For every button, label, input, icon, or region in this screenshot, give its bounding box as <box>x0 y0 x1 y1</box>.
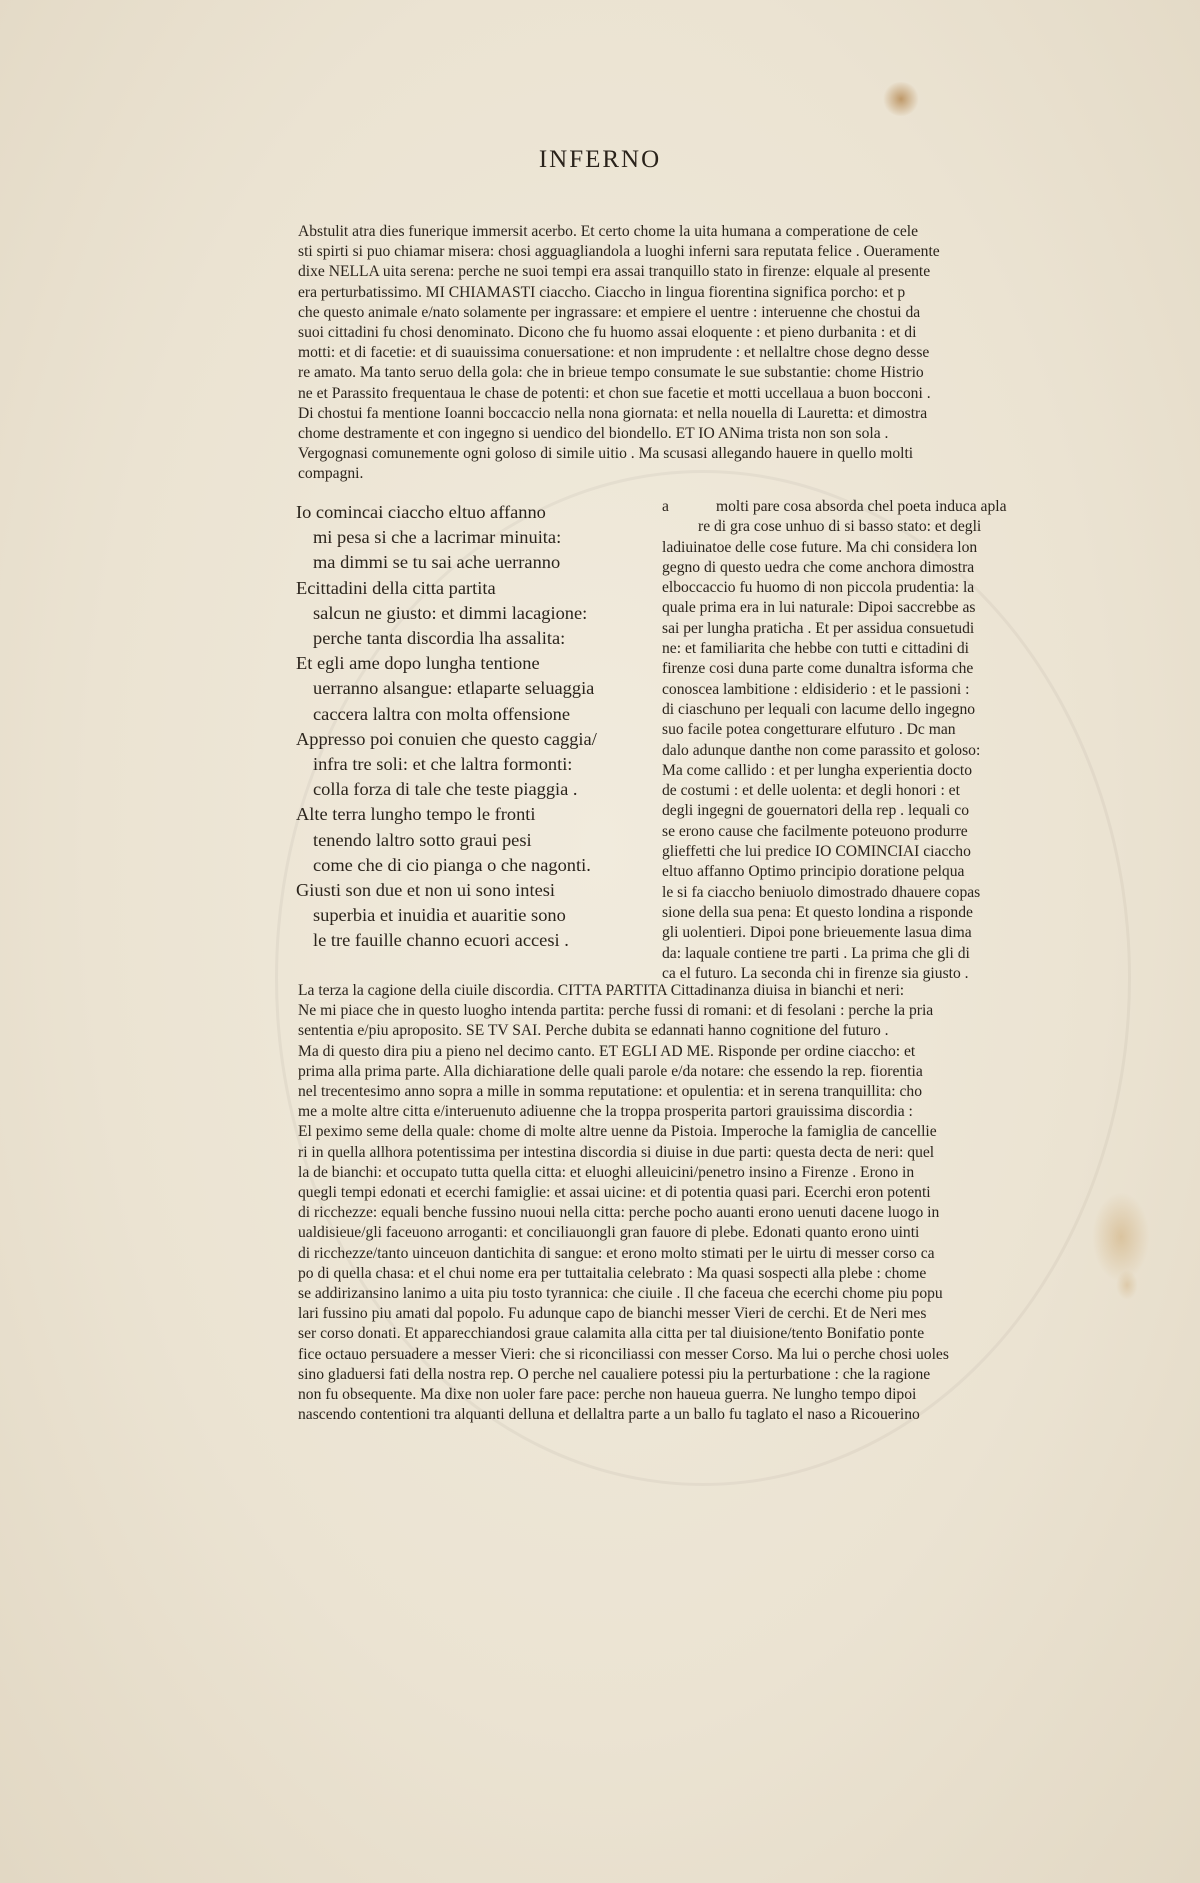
verse-line: mi pesa si che a lacrimar minuita: <box>313 527 562 548</box>
verse-line: Et egli ame dopo lungha tentione <box>296 653 540 674</box>
commentary-line: di ricchezze/tanto uinceuon dantichita di sangue: et erono molto stimati per le uirtu di messer corso ca <box>298 1244 935 1262</box>
commentary-line: po di quella chasa: et el chui nome era per tuttaitalia celebrato : Ma quasi sospecti alla plebe : chome <box>298 1264 927 1282</box>
commentary-line: se addirizansino lanimo a uita piu tosto tyrannica: che ciuile . Il che faceua che ecerchi chome piu popu <box>298 1285 943 1303</box>
commentary-line: chome destramente et con ingegno si uendico del biondello. ET IO ANima trista non son sola . <box>298 425 889 443</box>
ink-stain <box>882 82 920 116</box>
commentary-line: dixe NELLA uita serena: perche ne suoi tempi era assai tranquillo stato in firenze: elquale al presente <box>298 263 931 281</box>
verse-line: Io comincai ciaccho eltuo affanno <box>296 502 546 522</box>
commentary-line: ualdisieue/gli faceuono arroganti: et conciliauongli gran fauore di plebe. Edonati quanto erono uinti <box>298 1224 920 1242</box>
commentary-line: sententia e/piu aproposito. SE TV SAI. Perche dubita se edannati hanno cognitione del futuro . <box>298 1022 889 1040</box>
running-head: INFERNO <box>538 146 662 173</box>
gloss-line: gegno di questo uedra che come anchora dimostra <box>662 558 975 576</box>
verse-line: Ecittadini della citta partita <box>296 577 496 598</box>
commentary-line: fice octauo persuadere a messer Vieri: che si riconciliassi con messer Corso. Ma lui o perche chosi uoles <box>298 1345 949 1363</box>
gloss-line: dalo adunque danthe non come parassito et goloso: <box>662 741 981 759</box>
top-commentary <box>298 222 1026 485</box>
commentary-line: prima alla prima parte. Alla dichiaratione delle quali parole e/da notare: che essendo la rep. fiorentia <box>298 1062 923 1080</box>
gloss-line: conoscea lambitione : eldisiderio : et le passioni : <box>662 680 970 698</box>
commentary-line: Ma di questo dira piu a pieno nel decimo canto. ET EGLI AD ME. Risponde per ordine ciaccho: et <box>298 1042 916 1060</box>
commentary-line: ser corso donati. Et apparecchiandosi graue calamita alla citta per tal diuisione/tento Bonifatio ponte <box>298 1325 925 1343</box>
gloss-line: ca el futuro. La seconda chi in firenze sia giusto . <box>662 964 969 982</box>
commentary-line: El peximo seme della quale: chome di molte altre uenne da Pistoia. Imperoche la famiglia de cancellie <box>298 1123 937 1141</box>
verse-line: ma dimmi se tu sai ache uerranno <box>313 552 561 573</box>
commentary-line: che questo animale e/nato solamente per ingrassare: et empiere el uentre : interuenne che chostui da <box>298 303 921 321</box>
gloss-line: da: laquale contiene tre parti . La prima che gli di <box>662 944 970 962</box>
commentary-line: lari fussino piu amati dal popolo. Fu adunque capo de bianchi messer Vieri de cerchi. Et de Neri mes <box>298 1305 927 1323</box>
gloss-line: elboccaccio fu huomo di non piccola prudentia: la <box>662 579 975 597</box>
commentary-line: Vergognasi comunemente ogni goloso di simile uitio . Ma scusasi allegando hauere in quello molti <box>298 445 914 463</box>
bottom-commentary <box>298 981 1026 1425</box>
commentary-line: la de bianchi: et occupato tutta quella citta: et eluoghi alleuicini/penetro insino a Firenze . Erono in <box>298 1163 915 1181</box>
verse-line: perche tanta discordia lha assalita: <box>313 628 566 649</box>
commentary-line: sti spirti si puo chiamar misera: chosi agguagliandola a luoghi inferni sara reputata felice . Oueramente <box>298 243 940 261</box>
verse-line: uerranno alsangue: etlaparte seluaggia <box>313 678 595 699</box>
verse-line: tenendo laltro sotto graui pesi <box>313 829 532 850</box>
gloss-line: quale prima era in lui naturale: Dipoi saccrebbe as <box>662 599 976 617</box>
verse-line: Appresso poi conuien che questo caggia/ <box>296 728 597 749</box>
gloss-line: firenze cosi duna parte come dunaltra isforma che <box>662 660 974 678</box>
commentary-line: Di chostui fa mentione Ioanni boccaccio nella nona giornata: et nella nouella di Lauretta: et dimostra <box>298 404 928 422</box>
gloss-line: Ma come callido : et per lungha experientia docto <box>662 761 973 779</box>
commentary-line: me a molte altre citta e/interuenuto adiuenne che la troppa prosperita partori grauissima discordia : <box>298 1103 913 1121</box>
commentary-line: Ne mi piace che in questo luogho intenda partita: perche fussi di romani: et di fesolani : perche la pria <box>298 1002 934 1020</box>
verse-line: le tre fauille channo ecuori accesi . <box>313 930 569 951</box>
verse-line: infra tre soli: et che laltra formonti: <box>313 754 573 775</box>
commentary-line: sino gladuersi fati della nostra rep. O perche nel caualiere potessi piu la perturbatione : che la ragione <box>298 1365 931 1383</box>
foxing-stain <box>1116 1270 1138 1300</box>
gloss-line: glieffetti che lui predice IO COMINCIAI ciaccho <box>662 843 971 861</box>
verse-line: superbia et inuidia et auaritie sono <box>313 905 566 926</box>
gloss-column <box>662 497 1026 984</box>
commentary-line: motti: et di facetie: et di suauissima conuersatione: et non imprudente : et nellaltre chose degno desse <box>298 344 930 362</box>
commentary-line: Abstulit atra dies funerique immersit acerbo. Et certo chome la uita humana a comperatione de cele <box>298 223 919 240</box>
verse-line: colla forza di tale che teste piaggia . <box>313 779 578 800</box>
commentary-line: ri in quella allhora potentissima per intestina discordia si diuise in due parti: questa decta de neri: quel <box>298 1143 935 1161</box>
commentary-line: re amato. Ma tanto seruo della gola: che in brieue tempo consumate le sue substantie: chome Histrio <box>298 364 924 382</box>
foxing-stain <box>1092 1192 1150 1282</box>
gloss-line: degli ingegni de gouernatori della rep . lequali co <box>662 802 970 820</box>
gloss-line: ne: et familiarita che hebbe con tutti e cittadini di <box>662 640 969 658</box>
verse-line: salcun ne giusto: et dimmi lacagione: <box>313 602 588 623</box>
commentary-line: era perturbatissimo. MI CHIAMASTI ciaccho. Ciaccho in lingua fiorentina significa porcho: et p <box>298 283 906 301</box>
gloss-line: re di gra cose unhuo di si basso stato: et degli <box>698 518 982 536</box>
gloss-line: ladiuinatoe delle cose future. Ma chi considera lon <box>662 538 978 556</box>
gloss-line: sione della sua pena: Et questo londina a risponde <box>662 903 973 921</box>
verse-line: come che di cio pianga o che nagonti. <box>313 854 591 875</box>
commentary-line: compagni. <box>298 465 364 483</box>
gloss-line: de costumi : et delle uolenta: et degli honori : et <box>662 782 960 800</box>
gloss-line: se erono cause che facilmente poteuono produrre <box>662 822 968 840</box>
commentary-line: suoi cittadini fu chosi denominato. Dicono che fu huomo assai eloquente : et pieno durbanita : et di <box>298 324 917 342</box>
commentary-line: quegli tempi edonati et ecerchi famiglie: et assai uicine: et di potentia quasi pari. Ecerchi eron potenti <box>298 1184 931 1202</box>
gloss-line: eltuo affanno Optimo principio doratione pelqua <box>662 863 965 881</box>
commentary-line: nel trecentesimo anno sopra a mille in somma reputatione: et opulentia: et in serena tranquillita: cho <box>298 1083 922 1101</box>
verse-line: caccera laltra con molta offensione <box>313 703 570 724</box>
gloss-line: sai per lungha praticha . Et per assidua consuetudi <box>662 619 975 637</box>
commentary-line: nascendo contentioni tra alquanti delluna et dellaltra parte a un ballo fu taglato el naso a Ricouerino <box>298 1406 920 1424</box>
gloss-line: suo facile potea congetturare elfuturo . Dc man <box>662 721 956 739</box>
gloss-marker: a <box>662 498 669 515</box>
gloss-line: molti pare cosa absorda chel poeta induca apla <box>716 498 1007 515</box>
gloss-line: gli uolentieri. Dipoi pone brieuemente lasua dima <box>662 924 972 942</box>
commentary-line: ne et Parassito frequentaua le chase de potenti: et chon sue facetie et motti uccellaua a buon bocconi . <box>298 384 931 402</box>
gloss-line: le si fa ciaccho beniuolo dimostrado dhauere copas <box>662 883 981 901</box>
gloss-line: di ciaschuno per lequali con lacume dello ingegno <box>662 700 976 718</box>
verse-line: Giusti son due et non ui sono intesi <box>296 880 555 901</box>
verse-block <box>296 500 656 954</box>
verse-line: Alte terra lungho tempo le fronti <box>296 804 536 825</box>
commentary-line: di ricchezze: equali benche fussino nuoui nella citta: perche pocho auanti erono uenuti dacene luogo in <box>298 1204 940 1222</box>
commentary-line: La terza la cagione della ciuile discordia. CITTA PARTITA Cittadinanza diuisa in bianchi et neri: <box>298 982 905 999</box>
commentary-line: non fu obsequente. Ma dixe non uoler fare pace: perche non haueua guerra. Ne lungho tempo dipoi <box>298 1386 917 1404</box>
